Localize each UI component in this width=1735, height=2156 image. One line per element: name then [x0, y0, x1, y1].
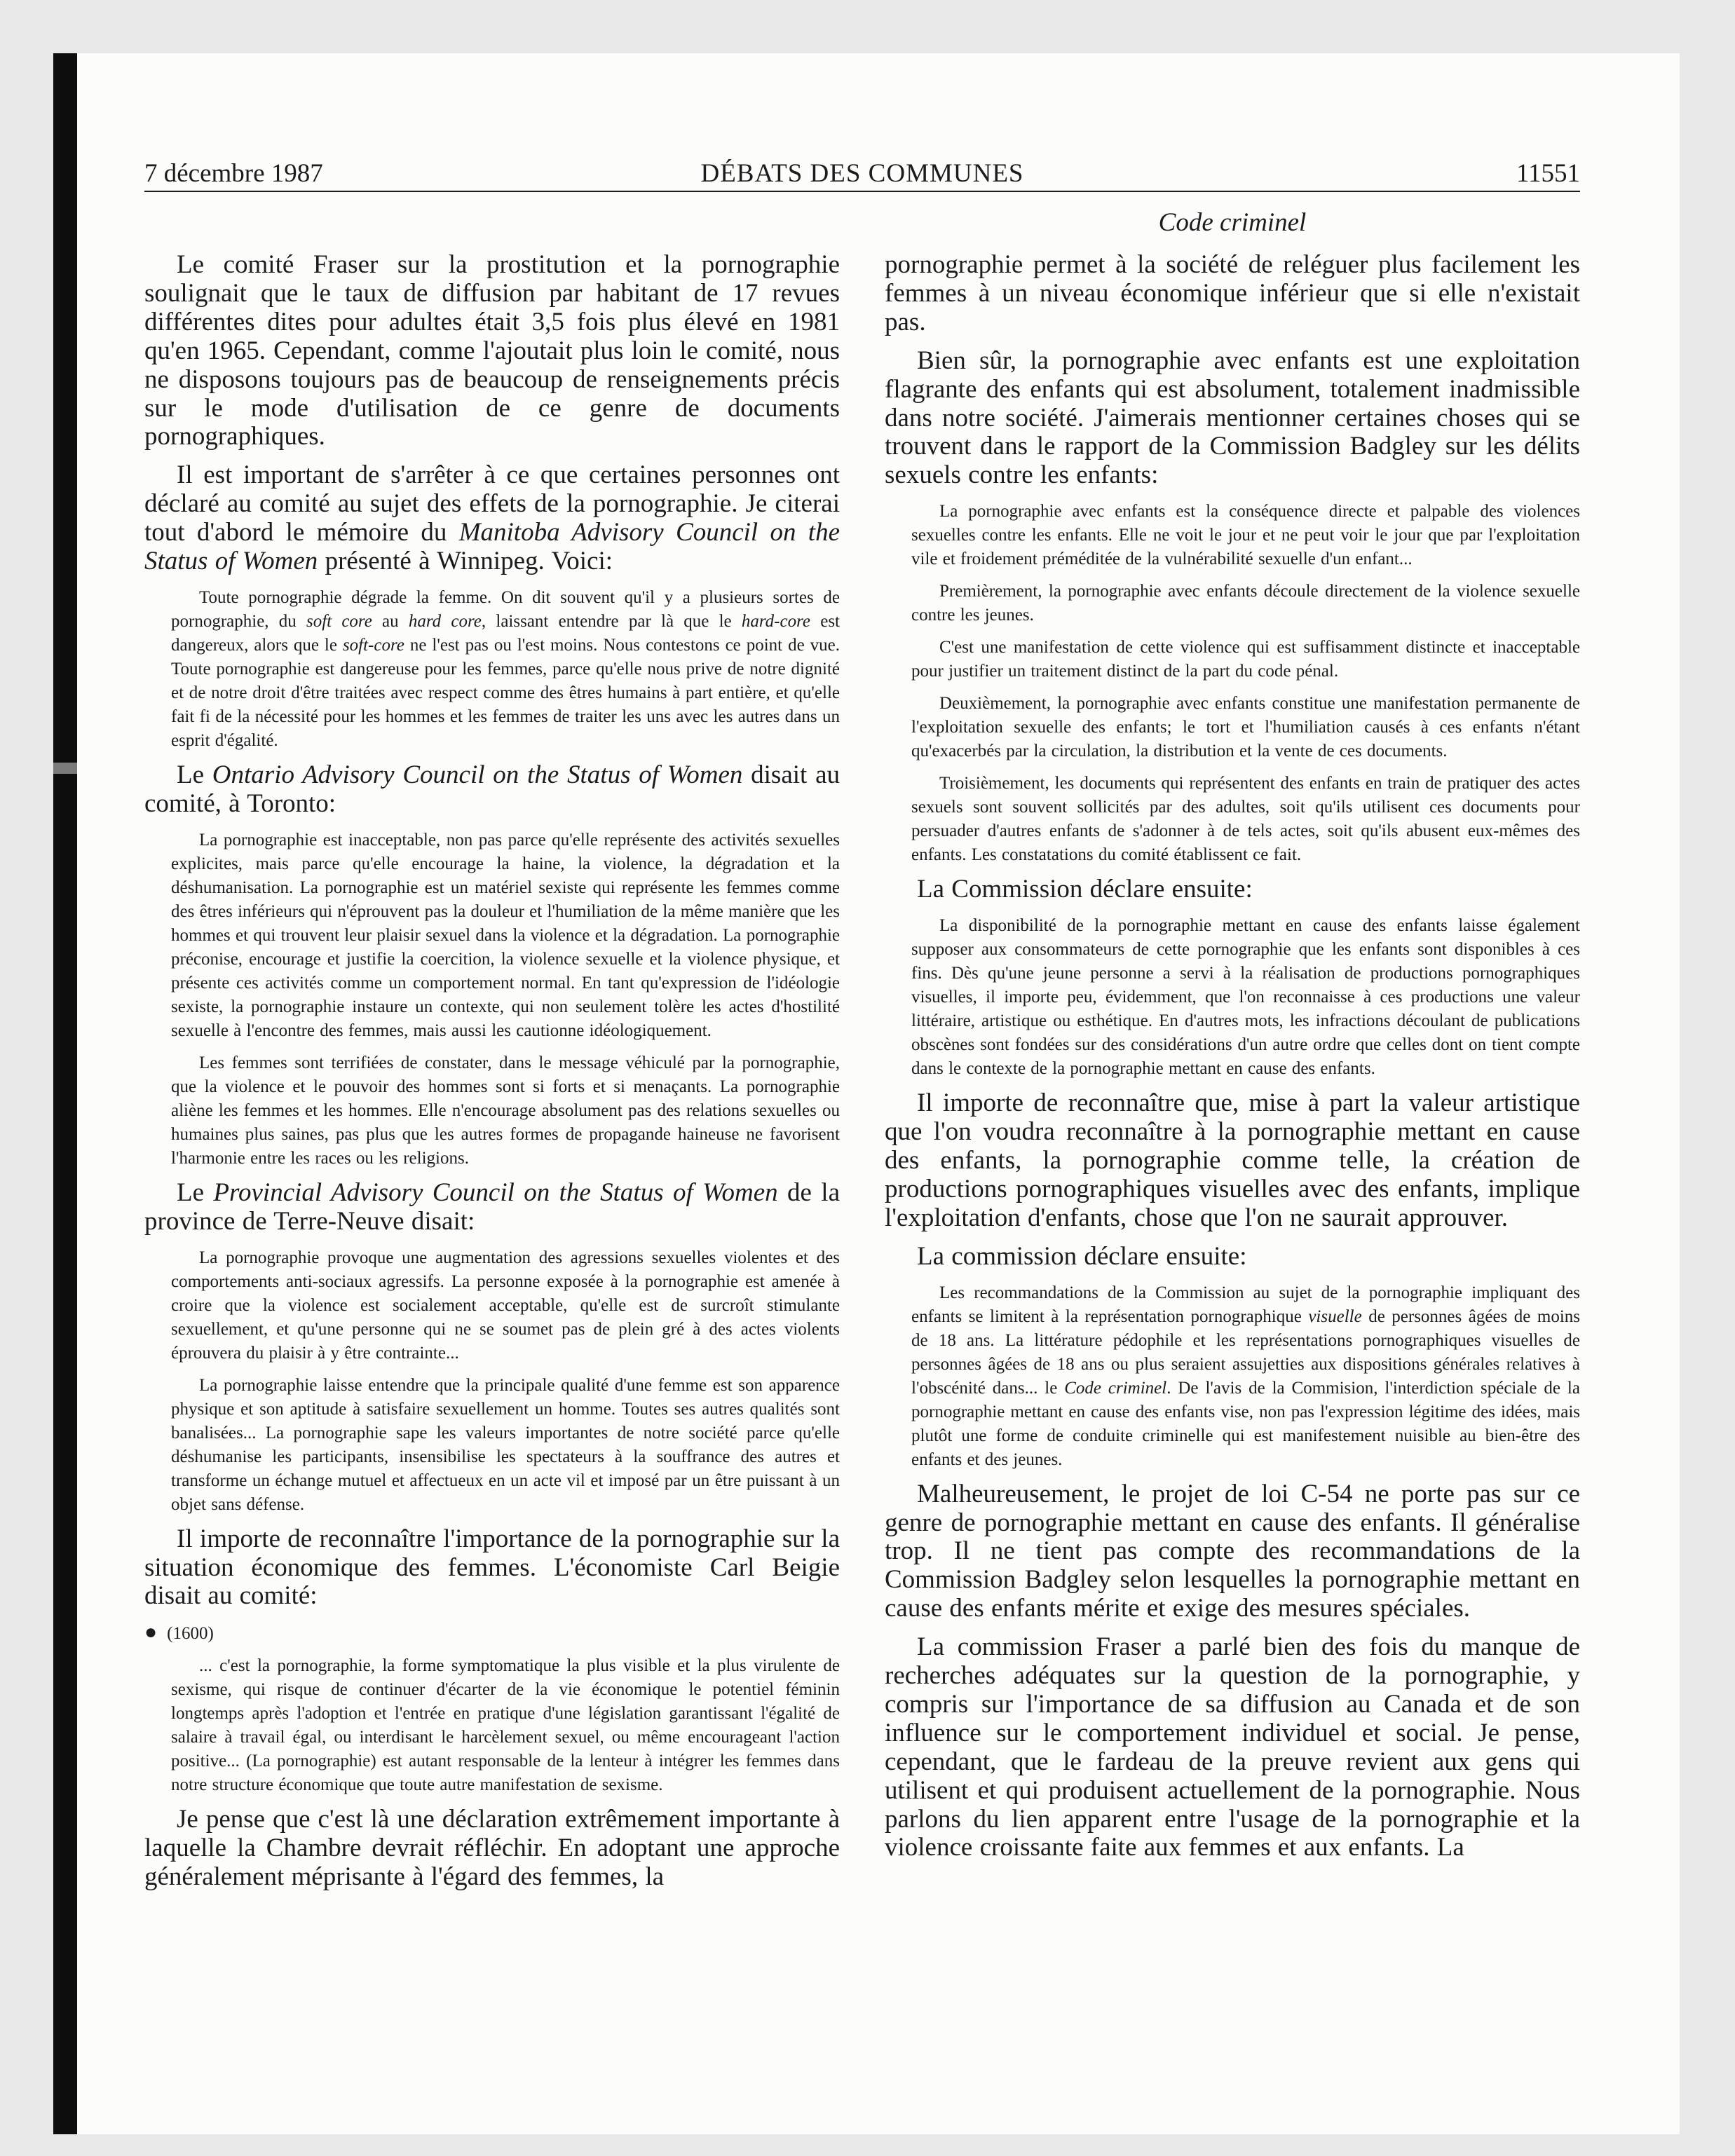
block-quote: Troisièmement, les documents qui représentent des enfants en train de pratiquer des actes sexuels sont souvent sollicités par des adultes, soit qu'ils utilisent ces documents pour persuader d'autres enfants de s'adonner à de tels actes, soit qu'ils abusent eux-mêmes des enfants. Les constatations du comité établissent ce fait. [911, 774, 1580, 865]
running-header [144, 156, 1580, 192]
paragraph: pornographie permet à la société de reléguer plus facilement les femmes à un niveau économique inférieur que si elle n'existait pas. [885, 250, 1580, 336]
block-quote: Toute pornographie dégrade la femme. On dit souvent qu'il y a plusieurs sortes de pornographie, du soft core au hard core, laissant entendre par là que le hard-core est dangereux, alors que le soft-core ne l'est pas ou l'est moins. Nous contestons ce point de vue. Toute pornographie est dangereuse pour les femmes, parce qu'elle nous prive de notre dignité et de notre droit d'être traitées avec respect comme des êtres humains à part entière, et qu'elle fait fi de la nécessité pour les hommes et les femmes de traiter les uns avec les autres dans un esprit d'égalité. [171, 587, 840, 750]
block-quote: La pornographie avec enfants est la conséquence directe et palpable des violences sexuelles contre les enfants. Elle ne voit le jour et ne peut voir le jour que par l'exploitation vile et froidement préméditée de la vulnérabilité sexuelle d'un enfant... [911, 502, 1580, 569]
scan-edge-mark [53, 763, 77, 774]
scan-edge-bar [53, 53, 77, 2134]
paragraph: Il importe de reconnaître l'importance de la pornographie sur la situation économique des femmes. L'économiste Carl Beigie disait au comité: [144, 1524, 840, 1611]
time-marker-text: (1600) [167, 1624, 214, 1644]
block-quote: ... c'est la pornographie, la forme symptomatique la plus visible et la plus virulente de sexisme, qui risque de continuer d'écarter de la vie économique le potentiel féminin longtemps après l'adoption et l'entrée en pratique d'une législation garantissant l'égalité de salaire à travail égal, ou interdisant le harcèlement sexuel, ou même encourageant l'action positive... (La pornographie) est autant responsable de la lenteur à intégrer les femmes dans notre structure économique que toute autre manifestation de sexisme. [171, 1656, 840, 1795]
paragraph: La Commission déclare ensuite: [917, 875, 1253, 904]
block-quote: La disponibilité de la pornographie mettant en cause des enfants laisse également supposer aux consommateurs de cette pornographie que les enfants sont disponibles à ces fins. Dès qu'une jeune personne a servi à la réalisation de productions pornographiques visuelles, il importe peu, évidemment, que l'on reconnaisse à ces productions une valeur littéraire, artistique ou esthétique. En d'autres mots, les infractions découlant de publications obscènes sont fondées sur des considérations d'un autre ordre que celles dont on tient compte dans le contexte de la pornographie mettant en cause des enfants. [911, 916, 1580, 1079]
paragraph: Il importe de reconnaître que, mise à part la valeur artistique que l'on voudra reconnaître à la pornographie mettant en cause des enfants, la pornographie comme telle, la création de productions pornographiques visuelles avec des enfants, implique l'exploitation d'enfants, chose que l'on ne saurait approuver. [885, 1089, 1580, 1232]
paragraph: Le comité Fraser sur la prostitution et la pornographie soulignait que le taux de diffusion par habitant de 17 revues différentes dites pour adultes était 3,5 fois plus élevé en 1981 qu'en 1965. Cependant, comme l'ajoutait plus loin le comité, nous ne disposons toujours pas de beaucoup de renseignements précis sur le mode d'utilisation de ce genre de documents pornographiques. [144, 250, 840, 451]
time-marker [144, 1621, 840, 1646]
block-quote: La pornographie est inacceptable, non pas parce qu'elle représente des activités sexuelles explicites, mais parce qu'elle encourage la haine, la violence, la dégradation et la déshumanisation. La pornographie est un matériel sexiste qui représente les femmes comme des êtres inférieurs qui n'éprouvent pas la douleur et l'humiliation de la même manière que les hommes et qui trouvent leur plaisir sexuel dans la violence et la dégradation. La pornographie préconise, encourage et justifie la coercition, la violence sexuelle et la violence physique, et présente ces activités comme un comportement normal. En tant qu'expression de l'idéologie sexiste, la pornographie instaure un contexte, qui non seulement tolère les actes d'hostilité sexuelle à l'encontre des femmes, mais aussi les cautionne idéologiquement. [171, 830, 840, 1040]
paragraph: Je pense que c'est là une déclaration extrêmement importante à laquelle la Chambre devrait réfléchir. En adoptant une approche généralement méprisante à l'égard des femmes, la [144, 1805, 840, 1892]
paragraph: Malheureusement, le projet de loi C-54 ne porte pas sur ce genre de pornographie mettant en cause des enfants. Il généralise trop. Il ne tient pas compte des recommandations de la Commission Badgley selon lesquelles la pornographie mettant en cause des enfants mérite et exige des mesures spéciales. [885, 1479, 1580, 1623]
header-date: 7 décembre 1987 [144, 159, 323, 188]
header-publication: DÉBATS DES COMMUNES [700, 159, 1024, 188]
right-column [885, 251, 1580, 1872]
block-quote: Premièrement, la pornographie avec enfants découle directement de la violence sexuelle contre les jeunes. [911, 582, 1580, 625]
paragraph: Il est important de s'arrêter à ce que certaines personnes ont déclaré au comité au sujet des effets de la pornographie. Je citerai tout d'abord le mémoire du Manitoba Advisory Council on the Status of Women présenté à Winnipeg. Voici: [144, 460, 840, 576]
block-quote: La pornographie provoque une augmentation des agressions sexuelles violentes et des comportements anti-sociaux agressifs. La personne exposée à la pornographie est amenée à croire que la violence est socialement acceptable, qu'elle est de surcroît stimulante sexuellement, et qu'une personne qui ne se soumet pas de plein gré à des actes violents éprouvera du plaisir à y être contrainte... [171, 1248, 840, 1363]
paragraph: La commission déclare ensuite: [917, 1241, 1247, 1271]
block-quote: La pornographie laisse entendre que la principale qualité d'une femme est son apparence physique et son aptitude à satisfaire sexuellement un homme. Toutes ses autres qualités sont banalisées... La pornographie sape les valeurs importantes de notre société parce qu'elle déshumanise les participants, insensibilise les spectateurs à la souffrance des autres et transforme un échange mutuel et affectueux en un acte vil et imposé par un être puissant à un objet sans défense. [171, 1375, 840, 1514]
left-column [144, 251, 840, 1902]
paragraph: Le Ontario Advisory Council on the Status of Women disait au comité, à Toronto: [144, 760, 840, 818]
block-quote: C'est une manifestation de cette violence qui est suffisamment distincte et inacceptable pour justifier un traitement distinct de la part du code pénal. [911, 638, 1580, 681]
paragraph: Bien sûr, la pornographie avec enfants est une exploitation flagrante des enfants qui est absolument, totalement inadmissible dans notre société. J'aimerais mentionner certaines choses qui se trouvent dans le rapport de la Commission Badgley sur les délits sexuels contre les enfants: [885, 346, 1580, 490]
paragraph: La commission Fraser a parlé bien des fois du manque de recherches adéquates sur la question de la pornographie, y compris sur l'importance de sa diffusion au Canada et de son influence sur le comportement individuel et social. Je pense, cependant, que le fardeau de la preuve revient aux gens qui utilisent et qui produisent actuellement de la pornographie. Nous parlons du lien apparent entre l'usage de la pornographie et la violence croissante faite aux femmes et aux enfants. La [885, 1632, 1580, 1862]
header-page-number: 11551 [1516, 159, 1580, 188]
block-quote: Les recommandations de la Commission au sujet de la pornographie impliquant des enfants se limitent à la représentation pornographique visuelle de personnes âgées de moins de 18 ans. La littérature pédophile et les représentations pornographiques visuelles de personnes âgées de 18 ans ou plus seraient assujetties aux dispositions générales relatives à l'obscénité dans... le Code criminel. De l'avis de la Commision, l'interdiction spéciale de la pornographie mettant en cause des enfants vise, non pas l'expression légitime des idées, mais plutôt une forme de conduite criminelle qui est manifestement nuisible au bien-être des enfants et des jeunes. [911, 1283, 1580, 1469]
bullet-icon: ● [144, 1621, 158, 1644]
block-quote: Les femmes sont terrifiées de constater, dans le message véhiculé par la pornographie, que la violence et le pouvoir des hommes sont si forts et si menaçants. La pornographie aliène les femmes et les hommes. Elle n'encourage absolument pas des relations sexuelles ou humaines plus saines, pas plus que les autres formes de propagande haineuse ne favorisent l'harmonie entre les races ou les religions. [171, 1053, 840, 1168]
block-quote: Deuxièmement, la pornographie avec enfants constitue une manifestation permanente de l'exploitation sexuelle des enfants; le tort et l'humiliation causés à ces enfants n'étant qu'exacerbés par la circulation, la distribution et la vente de ces documents. [911, 694, 1580, 761]
section-title: Code criminel [1158, 208, 1307, 237]
paragraph: Le Provincial Advisory Council on the Status of Women de la province de Terre-Neuve disait: [144, 1178, 840, 1236]
